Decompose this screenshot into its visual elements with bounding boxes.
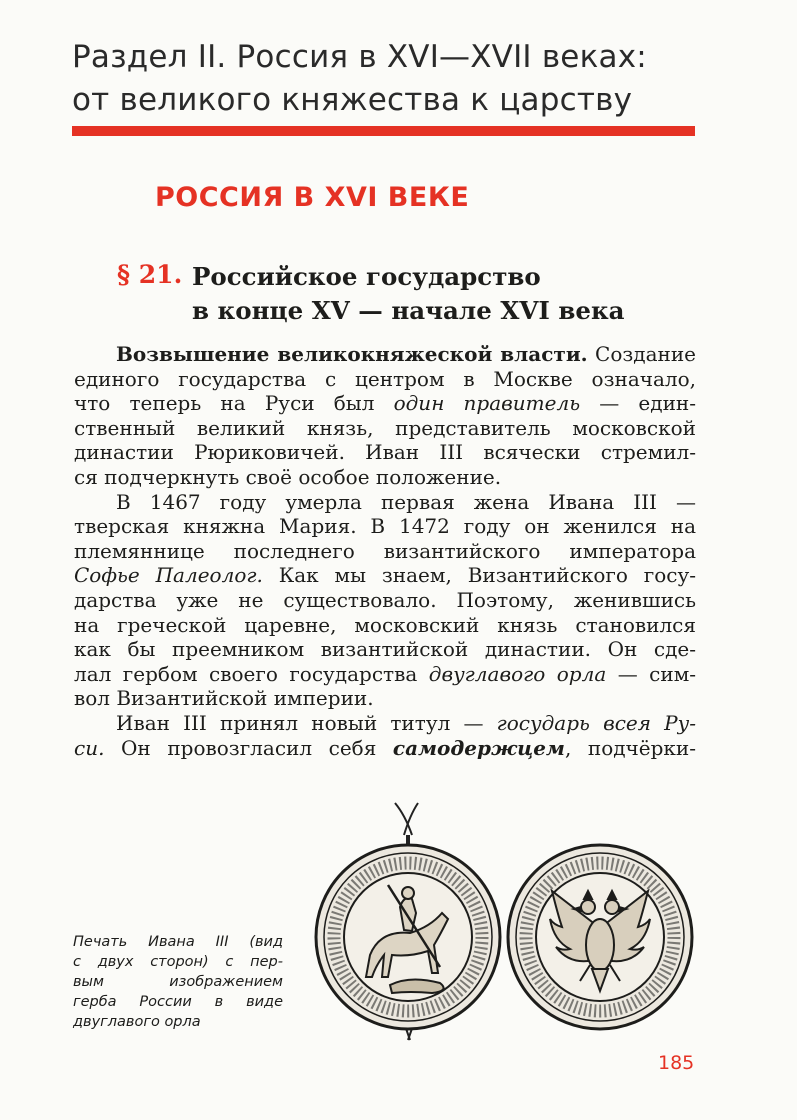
paragraph-title (192, 260, 625, 328)
text-run: Как мы знаем, Византийского госу- (262, 563, 696, 588)
text-line (74, 662, 696, 687)
section-header (72, 36, 712, 122)
paragraph-number: § 21. (117, 260, 183, 289)
key-term: самодержцем (392, 735, 565, 760)
body-text (74, 342, 696, 760)
text-line: на греческой царевне, московский князь становился (74, 612, 696, 637)
seal-reverse-eagle-icon (508, 845, 692, 1029)
paragraph-title-line-1: Российское государство (192, 262, 541, 291)
subheading: Возвышение великокняжеской власти. (116, 342, 588, 366)
text-line: ственный великий князь, представитель московской (74, 415, 696, 440)
text-line: как бы преемником византийской династии. Он сде- (74, 637, 696, 662)
text-line: вол Византийской империи. (74, 686, 374, 711)
text-run: — един- (580, 391, 696, 416)
text-line: В 1467 году умерла первая жена Ивана III — (116, 489, 696, 514)
text-line: племяннице последнего византийского императора (74, 538, 696, 563)
emphasis: Софье Палеолог. (74, 563, 263, 588)
text-run: — сим- (606, 661, 696, 686)
header-divider (72, 126, 695, 136)
caption-line: вым изображением (73, 974, 283, 990)
seal-of-ivan-iii-image (300, 795, 700, 1045)
text-run: Создание (587, 342, 696, 366)
text-line: ся подчеркнуть своё особое положение. (74, 464, 502, 489)
text-line (74, 711, 696, 736)
emphasis: один правитель (393, 391, 581, 416)
chapter-title: РОССИЯ В XVI ВЕКЕ (155, 182, 470, 213)
text-run: что теперь на Руси был (74, 391, 394, 416)
figure-caption (73, 932, 283, 1032)
text-line: дарства уже не существовало. Поэтому, женившись (74, 587, 696, 612)
emphasis: двуглавого орла (428, 661, 607, 686)
text-run: Иван III принял новый титул — (116, 710, 497, 735)
section-header-line-2: от великого княжества к царству (72, 82, 633, 118)
text-run: , подчёрки- (564, 735, 696, 760)
text-run: Он провозгласил себя (104, 735, 393, 760)
text-line (74, 563, 696, 588)
section-header-line-1: Раздел II. Россия в XVI—XVII веках: (72, 39, 647, 75)
text-line: единого государства с центром в Москве означало, (74, 366, 696, 391)
page-number: 185 (658, 1052, 695, 1074)
text-run: лал гербом своего государства (74, 661, 429, 686)
text-line: тверская княжна Мария. В 1472 году он женился на (74, 514, 696, 539)
caption-line: герба России в виде (73, 994, 283, 1010)
caption-line: с двух сторон) с пер- (73, 954, 283, 970)
emphasis: государь всея Ру- (496, 710, 696, 735)
text-line: династии Рюриковичей. Иван III всячески стремил- (74, 440, 696, 465)
caption-line: Печать Ивана III (вид (73, 934, 283, 950)
caption-line: двуглавого орла (73, 1014, 201, 1030)
text-line (74, 342, 696, 367)
emphasis: си. (74, 735, 105, 760)
text-line (74, 736, 696, 761)
seal-obverse-icon (316, 845, 500, 1029)
paragraph-title-line-2: в конце XV — начале XVI века (192, 296, 625, 325)
text-line (74, 391, 696, 416)
